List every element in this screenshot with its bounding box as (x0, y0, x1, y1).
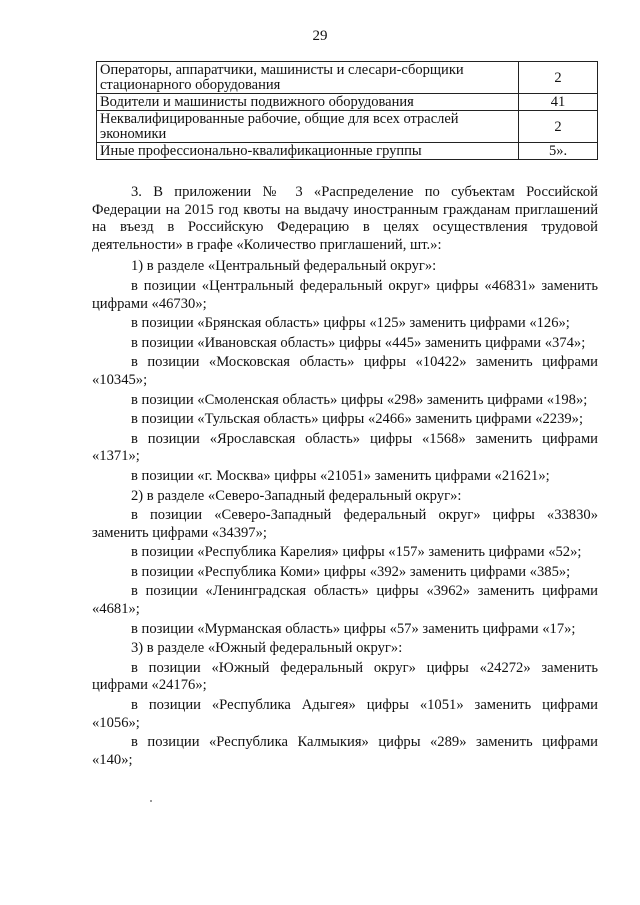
page-number: 29 (312, 28, 328, 44)
table-cell-text: Неквалифицированные рабочие, общие для всех отраслей экономики (97, 111, 519, 143)
paragraph: в позиции «Республика Карелия» цифры «157» заменить цифрами «52»; (131, 544, 582, 561)
paragraph: в позиции «Северо-Западный федеральный округ» цифры «33830» заменить цифрами «34397»; (92, 507, 598, 541)
paragraph: в позиции «Ленинградская область» цифры «3962» заменить цифрами «4681»; (92, 583, 598, 618)
paragraph: 1) в разделе «Центральный федеральный округ»: (131, 258, 437, 275)
table-cell-value: 5». (519, 143, 598, 160)
professions-table (96, 61, 598, 160)
table-row (97, 111, 598, 143)
paragraph: в позиции «Ярославская область» цифры «1568» заменить цифрами «1371»; (92, 430, 598, 465)
scan-speck (150, 800, 152, 802)
table-cell-text: Иные профессионально-квалификационные группы (97, 143, 519, 160)
paragraph: в позиции «Смоленская область» цифры «298» заменить цифрами «198»; (131, 391, 588, 408)
paragraph: в позиции «Брянская область» цифры «125» заменить цифрами «126»; (131, 315, 570, 332)
table-cell-value: 2 (519, 62, 598, 94)
paragraph: в позиции «Республика Адыгея» цифры «1051» заменить цифрами «1056»; (92, 697, 598, 731)
paragraph: в позиции «Республика Калмыкия» цифры «289» заменить цифрами «140»; (92, 734, 598, 768)
table-cell-value: 2 (519, 111, 598, 143)
paragraph: в позиции «Тульская область» цифры «2466» заменить цифрами «2239»; (131, 411, 584, 428)
paragraph: 2) в разделе «Северо-Западный федеральный округ»: (131, 487, 462, 504)
table-cell-text: Водители и машинисты подвижного оборудования (97, 94, 519, 111)
paragraph: в позиции «Мурманская область» цифры «57» заменить цифрами «17»; (131, 620, 576, 637)
paragraph: 3. В приложении № 3 «Распределение по субъектам Российской Федерации на 2015 год квоты на выдачу иностранным гражданам приглашений на въезд в Российскую Федерацию в целях осуществления трудовой деятельности» в графе «Количество приглашений, шт.»: (92, 184, 598, 253)
document-body (92, 184, 598, 771)
paragraph: в позиции «Южный федеральный округ» цифры «24272» заменить цифрами «24176»; (92, 659, 598, 694)
table-row (97, 62, 598, 94)
table-cell-value: 41 (519, 94, 598, 111)
table-row (97, 94, 598, 111)
paragraph: в позиции «Ивановская область» цифры «445» заменить цифрами «374»; (131, 334, 586, 351)
paragraph: в позиции «Республика Коми» цифры «392» заменить цифрами «385»; (131, 563, 571, 580)
paragraph: в позиции «Центральный федеральный округ» цифры «46831» заменить цифрами «46730»; (92, 277, 598, 312)
paragraph: 3) в разделе «Южный федеральный округ»: (131, 640, 403, 657)
table-cell-text: Операторы, аппаратчики, машинисты и слесари-сборщики стационарного оборудования (97, 62, 519, 94)
paragraph: в позиции «Московская область» цифры «10422» заменить цифрами «10345»; (92, 354, 598, 388)
paragraph: в позиции «г. Москва» цифры «21051» заменить цифрами «21621»; (131, 467, 550, 484)
table-row (97, 143, 598, 160)
